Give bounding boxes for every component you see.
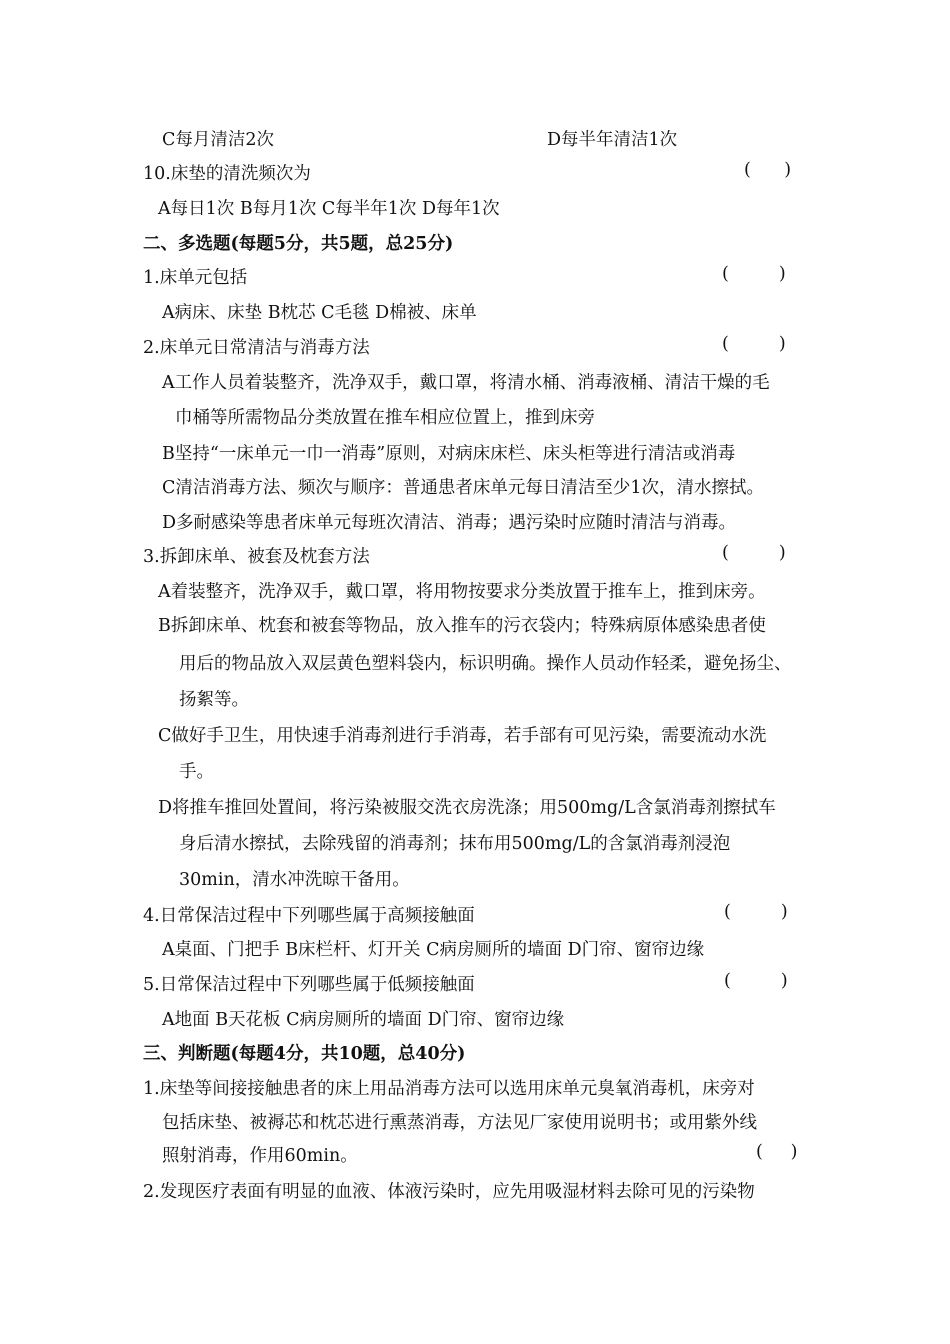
s2-q2-text: 2.床单元日常清洁与消毒方法 bbox=[143, 338, 370, 358]
s2-q2-option-a-line1: A工作人员着装整齐，洗净双手，戴口罩，将清水桶、消毒液桶、清洁干燥的毛 bbox=[162, 373, 770, 393]
s2-q2-option-b: B坚持“一床单元一巾一消毒”原则，对病床床栏、床头柜等进行清洁或消毒 bbox=[162, 444, 736, 464]
q10-options: A每日1次 B每月1次 C每半年1次 D每年1次 bbox=[158, 199, 500, 219]
s2-q3-option-b-line1: B拆卸床单、枕套和被套等物品，放入推车的污衣袋内；特殊病原体感染患者使 bbox=[158, 616, 766, 636]
s3-q1-line3: 照射消毒，作用60min。 bbox=[162, 1146, 358, 1166]
s2-q2-answer-paren: ( ) bbox=[722, 334, 786, 354]
s2-q3-option-d-line3: 30min，清水冲洗晾干备用。 bbox=[179, 870, 410, 890]
s2-q3-option-d-line2: 身后清水擦拭，去除残留的消毒剂；抹布用500mg/L的含氯消毒剂浸泡 bbox=[179, 834, 731, 854]
s3-q1-answer-paren: ( ) bbox=[756, 1142, 798, 1162]
s2-q3-option-b-line2: 用后的物品放入双层黄色塑料袋内，标识明确。操作人员动作轻柔，避免扬尘、 bbox=[179, 654, 792, 674]
s2-q2-option-a-line2: 巾桶等所需物品分类放置在推车相应位置上，推到床旁 bbox=[175, 408, 595, 428]
s3-q1-line2: 包括床垫、被褥芯和枕芯进行熏蒸消毒，方法见厂家使用说明书；或用紫外线 bbox=[162, 1113, 757, 1133]
s2-q1-text: 1.床单元包括 bbox=[143, 268, 248, 288]
s2-q2-option-c: C清洁消毒方法、频次与顺序：普通患者床单元每日清洁至少1次，清水擦拭。 bbox=[162, 478, 765, 498]
q10-text: 10.床垫的清洗频次为 bbox=[143, 164, 311, 184]
s2-q3-option-c-line2: 手。 bbox=[179, 762, 214, 782]
s2-q4-options: A桌面、门把手 B床栏杆、灯开关 C病房厕所的墙面 D门帘、窗帘边缘 bbox=[162, 940, 705, 960]
s2-q5-answer-paren: ( ) bbox=[724, 971, 788, 991]
s2-q2-option-d: D多耐感染等患者床单元每班次清洁、消毒；遇污染时应随时清洁与消毒。 bbox=[162, 513, 737, 533]
s2-q3-option-d-line1: D将推车推回处置间，将污染被服交洗衣房洗涤；用500mg/L含氯消毒剂擦拭车 bbox=[158, 798, 776, 818]
q10-answer-paren: ( ) bbox=[744, 160, 792, 180]
s3-q1-line1: 1.床垫等间接接触患者的床上用品消毒方法可以选用床单元臭氧消毒机，床旁对 bbox=[143, 1079, 755, 1099]
s2-q1-answer-paren: ( ) bbox=[722, 264, 786, 284]
s2-q3-answer-paren: ( ) bbox=[722, 543, 786, 563]
s2-q1-options: A病床、床垫 B枕芯 C毛毯 D棉被、床单 bbox=[162, 303, 477, 323]
prev-option-c: C每月清洁2次 bbox=[162, 130, 275, 150]
s2-q5-options: A地面 B天花板 C病房厕所的墙面 D门帘、窗帘边缘 bbox=[162, 1010, 565, 1030]
s2-q5-text: 5.日常保洁过程中下列哪些属于低频接触面 bbox=[143, 975, 475, 995]
section-3-title: 三、判断题(每题4分，共10题，总40分) bbox=[143, 1044, 466, 1064]
section-2-title: 二、多选题(每题5分，共5题，总25分) bbox=[143, 234, 454, 254]
s2-q3-option-c-line1: C做好手卫生，用快速手消毒剂进行手消毒，若手部有可见污染，需要流动水洗 bbox=[158, 726, 767, 746]
s2-q3-option-b-line3: 扬絮等。 bbox=[179, 690, 249, 710]
s2-q4-text: 4.日常保洁过程中下列哪些属于高频接触面 bbox=[143, 906, 475, 926]
prev-option-d: D每半年清洁1次 bbox=[547, 130, 678, 150]
s3-q2-line1: 2.发现医疗表面有明显的血液、体液污染时，应先用吸湿材料去除可见的污染物 bbox=[143, 1182, 755, 1202]
s2-q3-option-a: A着装整齐，洗净双手，戴口罩，将用物按要求分类放置于推车上，推到床旁。 bbox=[158, 582, 766, 602]
s2-q3-text: 3.拆卸床单、被套及枕套方法 bbox=[143, 547, 370, 567]
s2-q4-answer-paren: ( ) bbox=[724, 902, 788, 922]
